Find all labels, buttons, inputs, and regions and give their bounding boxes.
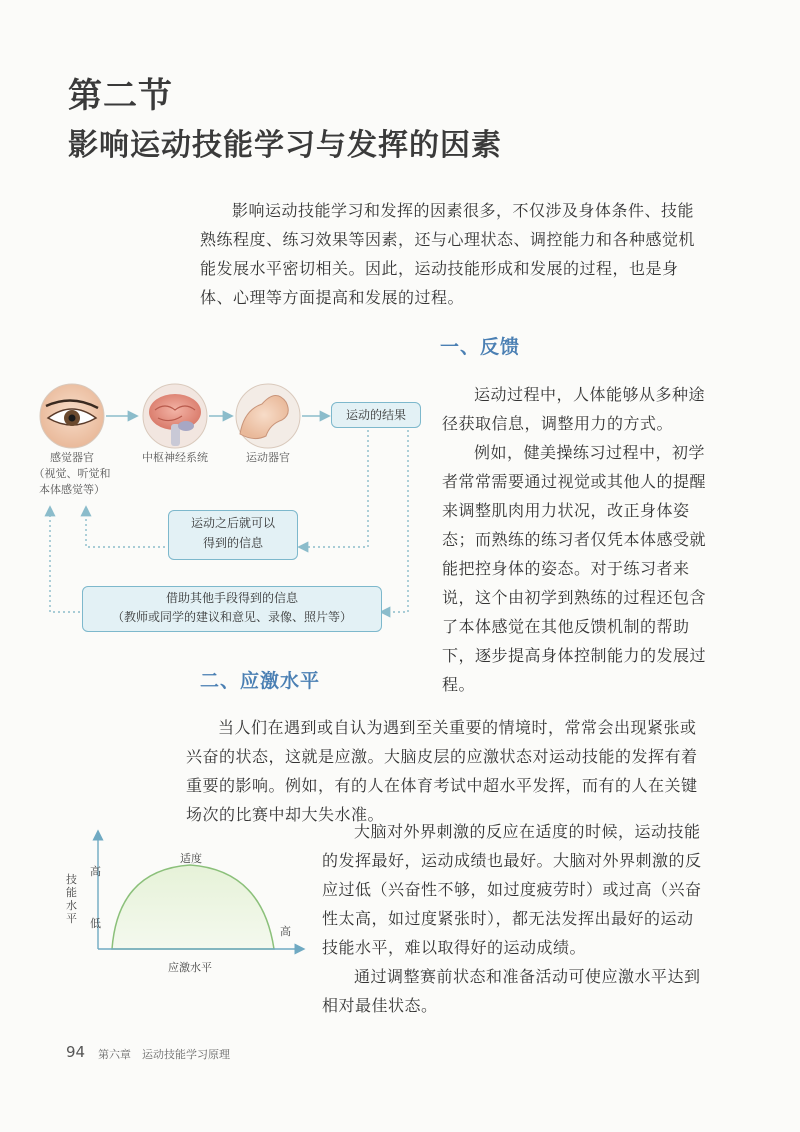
other-info-box [82, 586, 382, 632]
other-info-line2: （教师或同学的建议和意见、录像、照片等） [111, 610, 352, 624]
cns-label: 中枢神经系统 [142, 451, 208, 464]
sensory-sub1: （视觉、听觉和 [33, 467, 111, 480]
section-number: 第二节 [68, 76, 173, 116]
stress-body-1 [186, 713, 708, 829]
chapter-label: 第六章 运动技能学习原理 [98, 1048, 230, 1061]
feedback-para-1: 运动过程中，人体能够从多种途径获取信息，调整用力的方式。 [442, 385, 706, 433]
stress-heading: 二、应激水平 [200, 670, 321, 692]
stress-para-3: 通过调整赛前状态和准备活动可使应激水平达到相对最佳状态。 [322, 967, 701, 1015]
post-info-line1: 运动之后就可以 [190, 516, 275, 530]
post-info-box [168, 510, 298, 560]
arm-icon [236, 384, 300, 448]
other-info-line1: 借助其他手段得到的信息 [165, 591, 298, 605]
motor-organ-label: 运动器官 [246, 451, 290, 464]
brain-icon [143, 384, 207, 448]
curve-svg [60, 825, 310, 980]
page-number: 94 [66, 1043, 86, 1061]
sensory-organ-label [30, 450, 114, 498]
x-high-label: 高 [280, 925, 291, 938]
peak-label: 适度 [180, 852, 202, 865]
y-high-label: 高 [90, 865, 101, 878]
sensory-sub2: 本体感觉等） [39, 483, 105, 496]
intro-paragraph [200, 196, 705, 312]
stress-para-1: 当人们在遇到或自认为遇到至关重要的情境时，常常会出现紧张或兴奋的状态，这就是应激。大脑皮层的应激状态对运动技能的发挥有着重要的影响。例如，有的人在体育考试中超水平发挥，而有的人在关键场次的比赛中却大失水准。 [186, 718, 698, 824]
result-box: 运动的结果 [331, 402, 421, 428]
y-low-label: 低 [90, 917, 101, 930]
feedback-body [442, 380, 706, 699]
sensory-label: 感觉器官 [50, 451, 94, 464]
intro-text: 影响运动技能学习和发挥的因素很多，不仅涉及身体条件、技能熟练程度、练习效果等因素，还与心理状态、调控能力和各种感觉机能发展水平密切相关。因此，运动技能形成和发展的过程，也是身体、心理等方面提高和发展的过程。 [200, 201, 696, 307]
curve-area [112, 865, 274, 949]
feedback-heading: 一、反馈 [440, 336, 521, 358]
feedback-diagram [30, 380, 430, 640]
feedback-para-2: 例如，健美操练习过程中，初学者常常需要通过视觉或其他人的提醒来调整肌肉用力状况，改正身体姿态；而熟练的练习者仅凭本体感受就能把控身体的姿态。对于练习者来说，这个由初学到熟练的过程还包含了本体感觉在其他反馈机制的帮助下，逐步提高身体控制能力的发展过程。 [442, 443, 707, 694]
section-title: 影响运动技能学习与发挥的因素 [68, 128, 502, 163]
x-axis-label: 应激水平 [168, 961, 212, 974]
eye-icon [40, 384, 104, 448]
stress-curve-figure [60, 825, 310, 980]
post-info-line2: 得到的信息 [202, 536, 263, 550]
stress-para-2: 大脑对外界刺激的反应在适度的时候，运动技能的发挥最好，运动成绩也最好。大脑对外界刺激的反应过低（兴奋性不够，如过度疲劳时）或过高（兴奋性太高，如过度紧张时），都无法发挥出最好的运动技能水平，难以取得好的运动成绩。 [322, 822, 702, 957]
stress-body-2 [322, 817, 708, 1020]
y-axis-label: 技能水平 [66, 873, 77, 925]
